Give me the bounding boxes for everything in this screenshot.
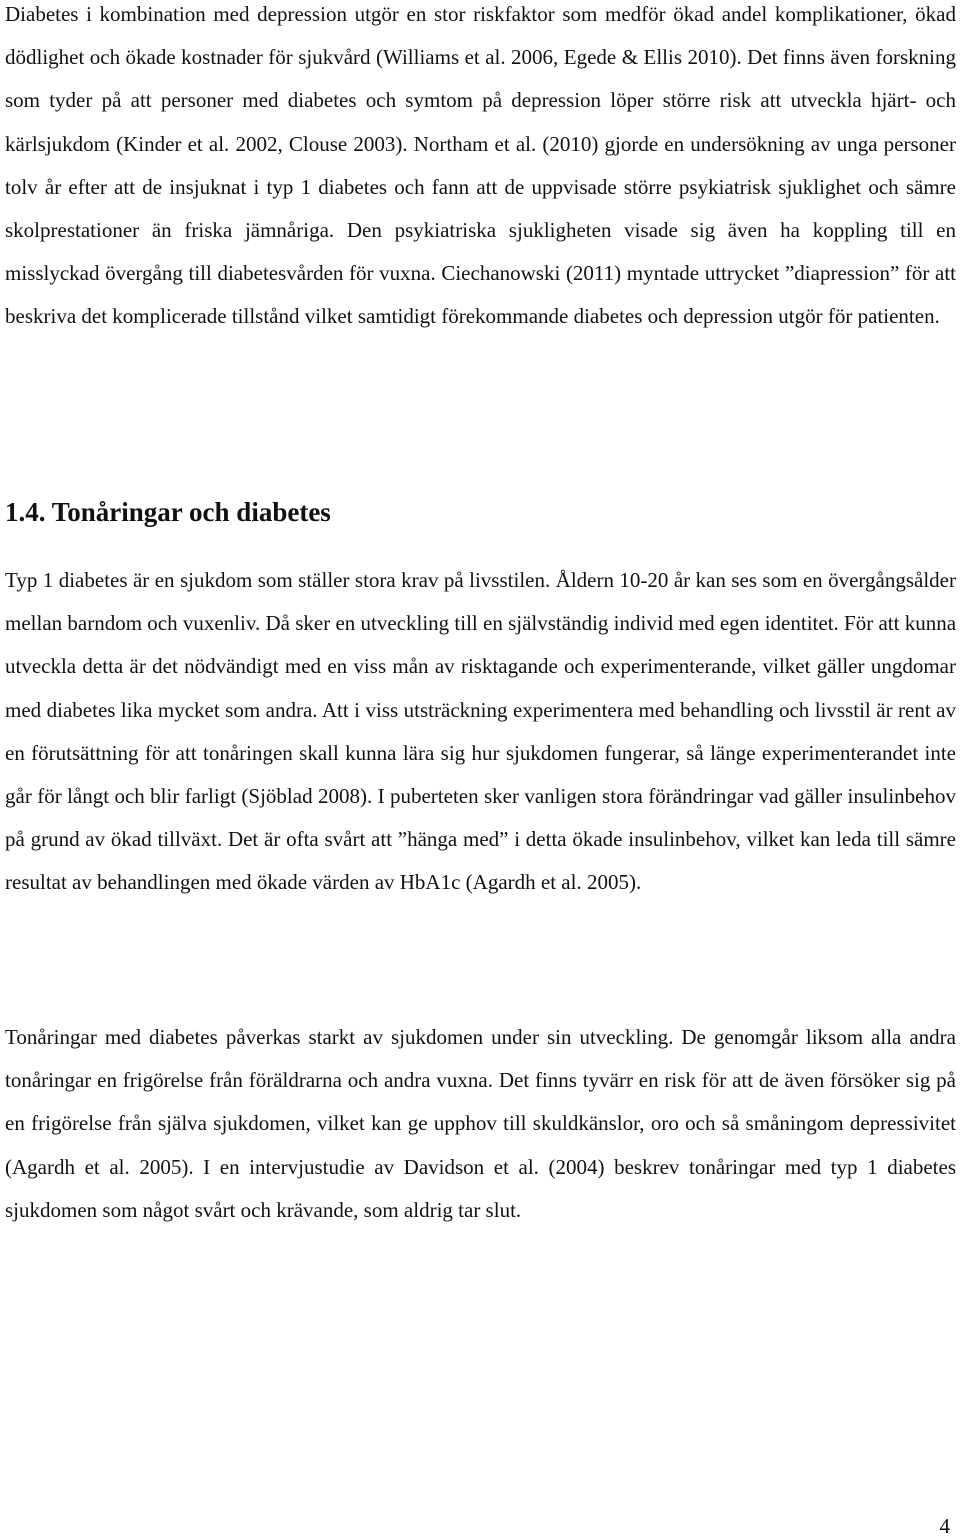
paragraph-diapression: Diabetes i kombination med depression utgör en stor riskfaktor som medför ökad andel komplikationer, ökad dödlighet och ökade kostnader för sjukvård (Williams et al. 2006, Egede & Ellis 2010). Det finns även forskning som tyder på att personer med diabetes och symtom på depression löper större risk att utveckla hjärt- och kärlsjukdom (Kinder et al. 2002, Clouse 2003). Northam et al. (2010) gjorde en undersökning av unga personer tolv år efter att de insjuknat i typ 1 diabetes och fann att de uppvisade större psykiatrisk sjuklighet och sämre skolprestationer än friska jämnåriga. Den psykiatriska sjukligheten visade sig även ha koppling till en misslyckad övergång till diabetesvården för vuxna. Ciechanowski (2011) myntade uttrycket ”diapression” för att beskriva det komplicerade tillstånd vilket samtidigt förekommande diabetes och depression utgör för patienten. [5,2,956,329]
section-heading: 1.4. Tonåringar och diabetes [5,497,331,527]
page-number: 4 [939,1514,950,1538]
document-page [5,0,957,1222]
paragraph-teenagers-type1: Typ 1 diabetes är en sjukdom som ställer stora krav på livsstilen. Åldern 10-20 år kan ses som en övergångsålder mellan barndom och vuxenliv. Då sker en utveckling till en självständig individ med egen identitet. För att kunna utveckla detta är det nödvändigt med en viss mån av risktagande och experimenterande, vilket gäller ungdomar med diabetes lika mycket som andra. Att i viss utsträckning experimentera med behandling och livsstil är rent av en förutsättning för att tonåringen skall kunna lära sig hur sjukdomen fungerar, så länge experimenterandet inte går för långt och blir farligt (Sjöblad 2008). I puberteten sker vanligen stora förändringar vad gäller insulinbehov på grund av ökad tillväxt. Det är ofta svårt att ”hänga med” i detta ökade insulinbehov, vilket kan leda till sämre resultat av behandlingen med ökade värden av HbA1c (Agardh et al. 2005). [5,568,957,895]
paragraph-teenagers-development: Tonåringar med diabetes påverkas starkt av sjukdomen under sin utveckling. De genomgår liksom alla andra tonåringar en frigörelse från föräldrarna och andra vuxna. Det finns tyvärr en risk för att de även försöker sig på en frigörelse från själva sjukdomen, vilket kan ge upphov till skuldkänslor, oro och så småningom depressivitet (Agardh et al. 2005). I en intervjustudie av Davidson et al. (2004) beskrev tonåringar med typ 1 diabetes sjukdomen som något svårt och krävande, som aldrig tar slut. [5,1025,956,1222]
